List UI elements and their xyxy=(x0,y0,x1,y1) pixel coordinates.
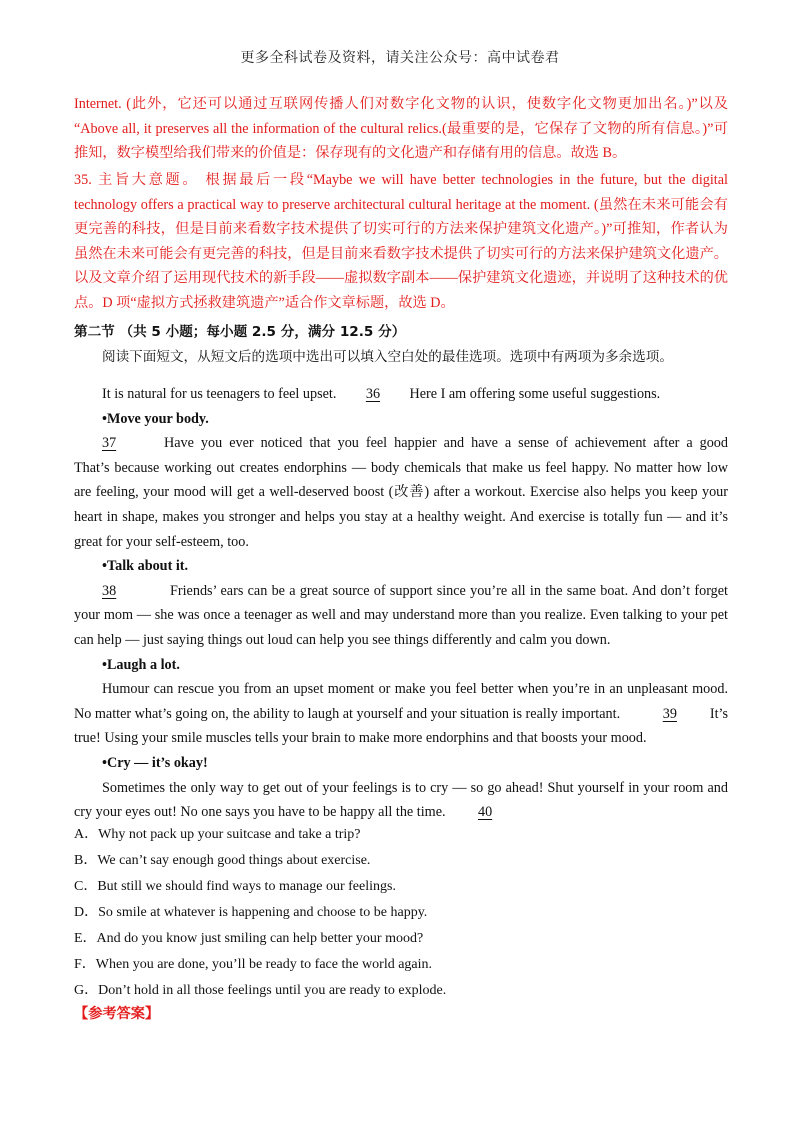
paragraph-line: are feeling, your mood will get a well-deserved boost (改善) after a workout. Exercise also helps you keep your xyxy=(74,484,728,501)
paragraph-text: No matter what’s going on, the ability to laugh at yourself and your situation is really important. xyxy=(74,705,621,722)
option-b: B．We can’t say enough good things about exercise. xyxy=(74,853,371,868)
paragraph-line: great for your self-esteem, too. xyxy=(74,533,249,550)
blank-39: 39 xyxy=(662,705,677,722)
explanation-line: 推知，数字模型给我们带来的价值是：保存现有的文化遗产和存储有用的信息。故选 B。 xyxy=(74,145,627,162)
explanation-line: 点。D 项“虚拟方式拯救建筑遗产”适合作文章标题，故选 D。 xyxy=(74,294,455,311)
explanation-34 xyxy=(74,92,728,166)
answer-label: 【参考答案】 xyxy=(74,1006,160,1022)
paragraph-text: It’s xyxy=(709,705,728,722)
explanation-35 xyxy=(74,168,728,316)
paragraph-text: Have you ever noticed that you feel happier and have a sense of achievement after a good xyxy=(164,435,728,452)
options-list xyxy=(74,822,728,1004)
explanation-line: 更完善的科技，但是目前来看数字技术提供了切实可行的方法来保护建筑文化遗产。)”可推知，作者认为 xyxy=(74,221,728,238)
subheading-laugh: •Laugh a lot. xyxy=(102,656,180,673)
option-d: D．So smile at whatever is happening and choose to be happy. xyxy=(74,905,428,920)
option-e: E．And do you know just smiling can help better your mood? xyxy=(74,931,424,946)
option-g: G．Don’t hold in all those feelings until you are ready to explode. xyxy=(74,983,447,998)
paragraph-line: heart in shape, makes you stronger and helps you stay at a healthy weight. And exercise is totally fun — and it’s xyxy=(74,508,728,525)
explanation-line: 35. 主旨大意题。 根据最后一段“Maybe we will have better technologies in the future, but the digital xyxy=(74,172,728,188)
paragraph-line: can help — just saying things out loud can help you see things differently and calm you down. xyxy=(74,631,611,648)
paragraph-line xyxy=(74,800,728,825)
option-f: F．When you are done, you’ll be ready to face the world again. xyxy=(74,957,433,972)
intro-text: It is natural for us teenagers to feel upset. xyxy=(102,386,337,402)
explanation-line: Internet. (此外，它还可以通过互联网传播人们对数字化文物的认识，使数字化文物更加出名。)”以及 xyxy=(74,96,728,112)
paragraph-line: Sometimes the only way to get out of your feelings is to cry — so go ahead! Shut yourself in your room and xyxy=(102,779,728,796)
passage-intro xyxy=(74,382,728,407)
section-title: 第二节 （共 5 小题；每小题 2.5 分，满分 12.5 分） xyxy=(74,324,406,340)
paragraph-line xyxy=(74,431,728,456)
paragraph-line: your mom — she was once a teenager as well and may understand more than you realize. Even talking to your pet xyxy=(74,607,728,624)
subheading-talk: •Talk about it. xyxy=(102,558,189,575)
subheading-cry: •Cry — it’s okay! xyxy=(102,754,208,771)
paragraph-text: cry your eyes out! No one says you have to be happy all the time. xyxy=(74,804,446,821)
option-a: A．Why not pack up your suitcase and take a trip? xyxy=(74,827,361,842)
paragraph-line xyxy=(74,579,728,604)
section-instruction: 阅读下面短文，从短文后的选项中选出可以填入空白处的最佳选项。选项中有两项为多余选项。 xyxy=(102,348,673,365)
subheading-move: •Move your body. xyxy=(102,410,209,427)
blank-38: 38 xyxy=(102,582,117,599)
explanation-line: 以及文章介绍了运用现代技术的新手段——虚拟数字副本——保护建筑文化遗迹，并说明了这种技术的优 xyxy=(74,270,728,287)
explanation-line: “Above all, it preserves all the information of the cultural relics.(最重要的是，它保存了文物的所有信息。)”可 xyxy=(74,120,728,137)
explanation-line: 虽然在未来可能会有更完善的科技，但是目前来看数字技术提供了切实可行的方法来保护建筑文化遗产。 xyxy=(74,245,728,262)
paragraph-line: true! Using your smile muscles tells your brain to make more endorphins and that boosts your mood. xyxy=(74,730,647,747)
paragraph-text: Friends’ ears can be a great source of support since you’re all in the same boat. And don’t forget xyxy=(170,582,728,599)
paragraph-line: That’s because working out creates endorphins — body chemicals that make us feel happy. No matter how low xyxy=(74,459,728,476)
paragraph-line: Humour can rescue you from an upset moment or make you feel better when you’re in an unpleasant mood. xyxy=(102,681,728,698)
blank-40: 40 xyxy=(478,804,493,821)
explanation-line: technology offers a practical way to preserve architectural cultural heritage at the moment. (虽然在未来可能会有 xyxy=(74,196,728,213)
paragraph-line xyxy=(74,702,728,727)
passage xyxy=(74,382,728,825)
blank-36: 36 xyxy=(365,386,381,402)
section-heading xyxy=(74,320,728,369)
blank-37: 37 xyxy=(102,435,117,452)
intro-text: Here I am offering some useful suggestions. xyxy=(409,386,661,402)
page-header: 更多全科试卷及资料，请关注公众号：高中试卷君 xyxy=(240,51,560,66)
option-c: C．But still we should find ways to manage our feelings. xyxy=(74,879,396,894)
